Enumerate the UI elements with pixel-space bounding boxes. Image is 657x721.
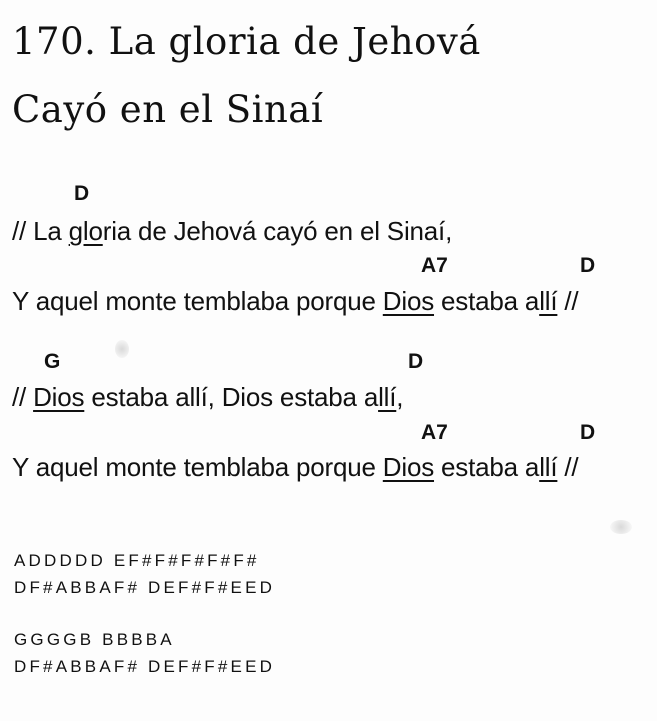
lyric-line: [12, 382, 403, 413]
lyric-underlined: llí: [539, 452, 558, 482]
lyric-underlined: Dios: [382, 452, 435, 482]
chord-d: D: [580, 254, 596, 277]
scan-speck: [610, 520, 632, 534]
chord-a7: A7: [421, 254, 448, 277]
lyric-underlined: Dios: [382, 286, 435, 316]
lyric-line: [12, 286, 578, 317]
notes-row: GGGGB BBBBA: [14, 630, 175, 649]
notes-row: DF#ABBAF# DEF#F#EED: [14, 578, 276, 597]
lyric-text: Y aquel monte temblaba porque: [12, 286, 383, 316]
chord-d: D: [74, 182, 90, 205]
lyric-text: //: [557, 452, 579, 482]
notes-row: ADDDDD EF#F#F#F#F#: [14, 551, 260, 570]
lyric-text: Y aquel monte temblaba porque: [12, 452, 383, 482]
lyric-text: // La: [12, 216, 69, 246]
lyric-text: ria de Jehová cayó en el Sinaí,: [102, 216, 453, 246]
notes-row: DF#ABBAF# DEF#F#EED: [14, 657, 276, 676]
lyric-line: [12, 452, 578, 483]
chord-d: D: [580, 421, 596, 444]
lyric-text: estaba allí, Dios estaba a: [84, 382, 379, 412]
lyric-text: estaba a: [434, 452, 540, 482]
lyric-text: estaba a: [434, 286, 540, 316]
lyric-text: //: [557, 286, 579, 316]
song-subtitle: Cayó en el Sinaí: [12, 88, 324, 131]
song-title: 170. La gloria de Jehová: [12, 20, 481, 63]
scan-speck: [115, 340, 129, 358]
chord-a7: A7: [421, 421, 448, 444]
lyric-line: [12, 216, 452, 247]
chord-d: D: [408, 350, 424, 373]
lyric-text: //: [12, 382, 34, 412]
lyric-underlined: Dios: [33, 382, 85, 412]
lyric-underlined: glo: [68, 216, 103, 246]
lyric-underlined: llí: [539, 286, 558, 316]
lyric-underlined: llí: [378, 382, 397, 412]
chord-g: G: [44, 350, 61, 373]
lyric-text: ,: [396, 382, 404, 412]
